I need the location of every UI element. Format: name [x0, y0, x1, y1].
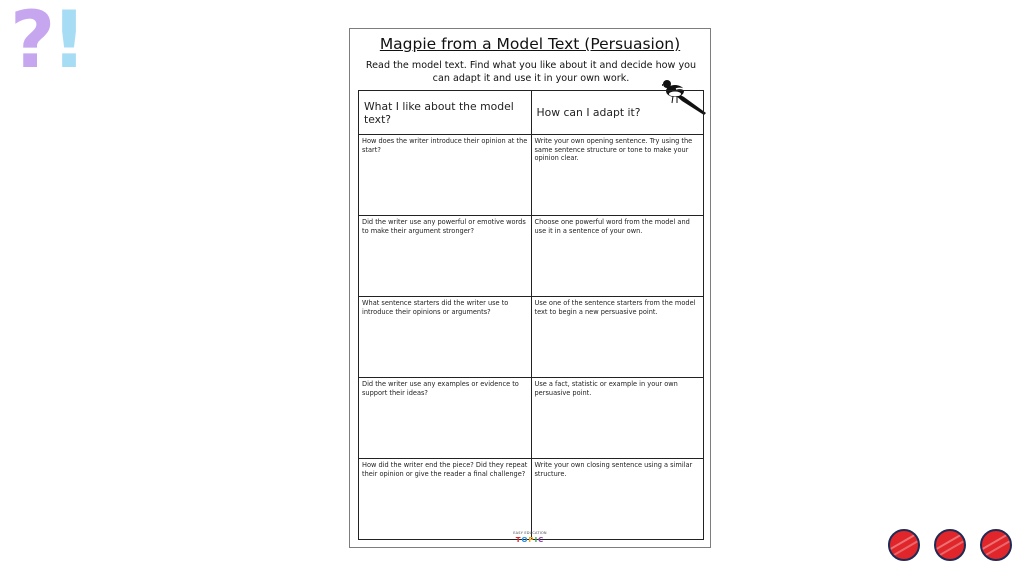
- nav-dot-3[interactable]: [980, 529, 1012, 561]
- table-row: [359, 297, 704, 378]
- question-exclaim-logo: [10, 0, 87, 86]
- prompt-cell: Did the writer use any powerful or emotive words to make their argument stronger?: [359, 216, 532, 297]
- brand-letter: T: [515, 535, 522, 544]
- task-cell: Write your own closing sentence using a similar structure.: [531, 459, 704, 540]
- question-mark-icon: ?: [10, 0, 56, 86]
- prompt-cell: Did the writer use any examples or evidence to support their ideas?: [359, 378, 532, 459]
- brand-letter: I: [534, 535, 539, 544]
- brand-logo: [350, 532, 710, 544]
- column-header-adapt: How can I adapt it?: [531, 91, 704, 135]
- table-row: [359, 216, 704, 297]
- prompt-cell: How did the writer end the piece? Did they repeat their opinion or give the reader a final challenge?: [359, 459, 532, 540]
- prompt-cell: What sentence starters did the writer use to introduce their opinions or arguments?: [359, 297, 532, 378]
- table-header-row: [359, 91, 704, 135]
- table-row: [359, 459, 704, 540]
- table-row: [359, 135, 704, 216]
- brand-letter: P: [528, 535, 535, 544]
- worksheet-page: [349, 28, 711, 548]
- prompt-cell: How does the writer introduce their opinion at the start?: [359, 135, 532, 216]
- slide-navigation: [888, 529, 1012, 561]
- task-cell: Choose one powerful word from the model and use it in a sentence of your own.: [531, 216, 704, 297]
- exclamation-mark-icon: !: [51, 0, 87, 86]
- worksheet-instructions: Read the model text. Find what you like about it and decide how you can adapt it and use it in your own work.: [365, 60, 697, 84]
- column-header-like: What I like about the model text?: [359, 91, 532, 135]
- task-cell: Use a fact, statistic or example in your own persuasive point.: [531, 378, 704, 459]
- worksheet-title: Magpie from a Model Text (Persuasion): [379, 35, 681, 53]
- task-cell: Write your own opening sentence. Try using the same sentence structure or tone to make your opinion clear.: [531, 135, 704, 216]
- brand-tagline: EASY EDUCATION: [513, 531, 547, 535]
- task-cell: Use one of the sentence starters from the model text to begin a new persuasive point.: [531, 297, 704, 378]
- brand-word: [350, 537, 710, 544]
- brand-letter: C: [538, 535, 545, 544]
- nav-dot-2[interactable]: [934, 529, 966, 561]
- nav-dot-1[interactable]: [888, 529, 920, 561]
- magpie-table: [358, 90, 704, 540]
- brand-letter: O: [521, 535, 529, 544]
- table-row: [359, 378, 704, 459]
